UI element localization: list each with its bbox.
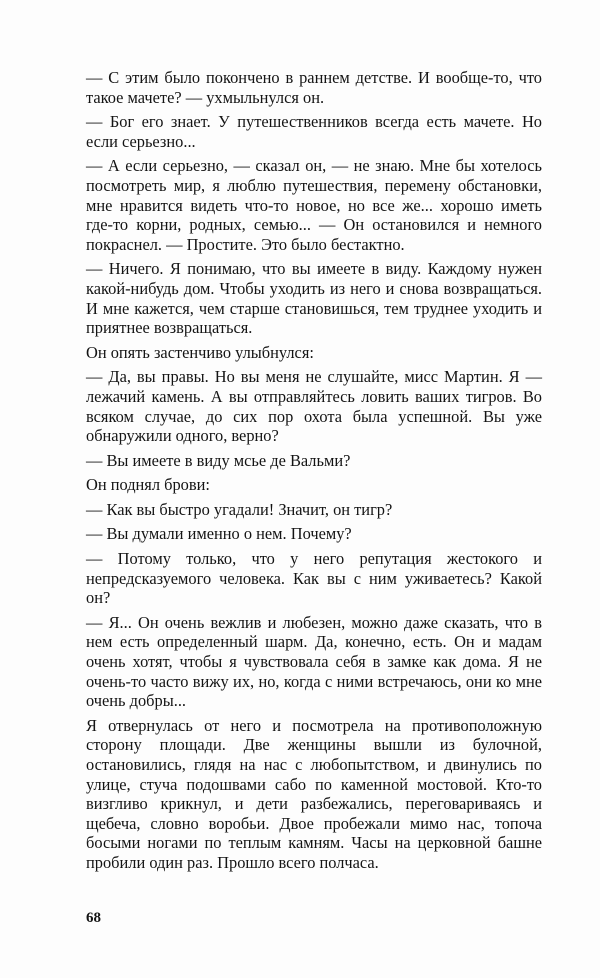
paragraph: — А если серьезно, — сказал он, — не знаю. Мне бы хотелось посмотреть мир, я люблю путешествия, перемену обстановки, мне нравится видеть что-то новое, но все же... хорошо иметь где-то корни, родных, семью... — Он остановился и немного покраснел. — Простите. Это было бестактно. — [86, 156, 542, 254]
text-body — [86, 68, 542, 878]
paragraph: — Вы имеете в виду мсье де Вальми? — [86, 450, 351, 470]
paragraph: — Вы думали именно о нем. Почему? — [86, 524, 352, 544]
paragraph: — Как вы быстро угадали! Значит, он тигр? — [86, 499, 393, 519]
paragraph: — Да, вы правы. Но вы меня не слушайте, мисс Мартин. Я — лежачий камень. А вы отправляйтесь ловить ваших тигров. Во всяком случае, до сих пор охота была успешной. Вы уже обнаружили одного, верно? — [86, 367, 542, 446]
paragraph: Я отвернулась от него и посмотрела на противоположную сторону площади. Две женщины вышли из булочной, остановились, глядя на нас с любопытством, и двинулись по улице, стуча подошвами сабо по каменной мостовой. Кто-то визгливо крикнул, и дети разбежались, переговариваясь и щебеча, словно воробьи. Двое пробежали мимо нас, топоча босыми ногами по теплым камням. Часы на церковной башне пробили один раз. Прошло всего полчаса. — [86, 715, 542, 872]
paragraph: Он опять застенчиво улыбнулся: — [86, 342, 314, 362]
paragraph: — Я... Он очень вежлив и любезен, можно даже сказать, что в нем есть определенный шарм. Да, конечно, есть. Он и мадам очень хотят, чтобы я чувствовала себя в замке как дома. Я не очень-то часто вижу их, но, когда с ними встречаюсь, они ко мне очень добры... — [86, 612, 542, 711]
paragraph: — Ничего. Я понимаю, что вы имеете в виду. Каждому нужен какой-нибудь дом. Чтобы уходить из него и снова возвращаться. И мне кажется, чем старше становишься, тем труднее уходить и приятнее возвращаться. — [86, 259, 542, 338]
paragraph: Он поднял брови: — [86, 475, 210, 495]
paragraph: — Потому только, что у него репутация жестокого и непредсказуемого человека. Как вы с ним уживаетесь? Какой он? — [86, 549, 542, 608]
paragraph: — Бог его знает. У путешественников всегда есть мачете. Но если серьезно... — [86, 112, 542, 151]
page-number: 68 — [86, 910, 101, 926]
paragraph: — С этим было покончено в раннем детстве. И вообще-то, что такое мачете? — ухмыльнулся он. — [86, 68, 542, 107]
